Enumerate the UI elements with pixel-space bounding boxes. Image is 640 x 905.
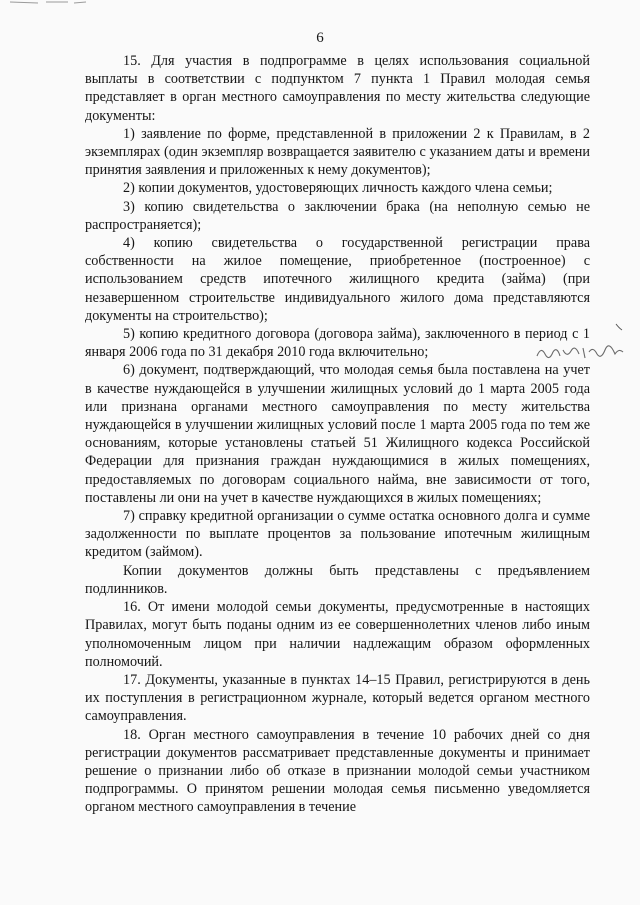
paragraph: 2) копии документов, удостоверяющих личность каждого члена семьи; [123, 180, 553, 197]
paragraph: 1) заявление по форме, представленной в приложении 2 к Правилам, в 2 экземплярах (один экземпляр возвращается заявителю с указанием даты и времени принятия заявления и приложенных к нему документов); [85, 125, 590, 179]
paragraph: 16. От имени молодой семьи документы, предусмотренные в настоящих Правилах, могут быть поданы одним из ее совершеннолетних членов либо иным уполномоченным лицом при наличии надлежащим образом оформленных полномочий. [85, 599, 590, 670]
handwritten-annotation [535, 342, 625, 364]
paragraph: 18. Орган местного самоуправления в течение 10 рабочих дней со дня регистрации документов рассматривает представленные документы и принимает решение о признании либо об отказе в признании молодой семьи участником подпрограммы. О принятом решении молодая семья письменно уведомляется органом местного самоуправления в течение [85, 726, 590, 816]
paragraph: 17. Документы, указанные в пунктах 14–15 Правил, регистрируются в день их поступления в регистрационном журнале, который ведется органом местного самоуправления. [85, 671, 590, 725]
paragraph: 5) копию кредитного договора (договора займа), заключенного в период с 1 января 2006 года по 31 декабря 2010 года включительно; [85, 326, 590, 361]
paragraph: 4) копию свидетельства о государственной регистрации права собственности на жилое помещение, приобретенное (построенное) с использованием средств ипотечного жилищного кредита (займа) (при незавершенном строительстве индивидуального жилого дома представляются документы на строительство); [85, 235, 590, 324]
page-number: 6 [316, 30, 324, 46]
paragraph: 3) копию свидетельства о заключении брака (на неполную семью не распространяется); [85, 198, 590, 233]
paragraph: 6) документ, подтверждающий, что молодая семья была поставлена на учет в качестве нуждающейся в улучшении жилищных условий до 1 марта 2005 года или признана органами местного самоуправления по месту жительства нуждающейся в улучшении жилищных условий после 1 марта 2005 года по тем же основаниям, которые установлены статьей 51 Жилищного кодекса Российской Федерации для признания граждан нуждающимися в жилых помещениях, предоставляемых по договорам социального найма, вне зависимости от того, поставлены ли они на учет в качестве нуждающихся в жилых помещениях; [85, 362, 590, 506]
paragraph: 15. Для участия в подпрограмме в целях использования социальной выплаты в соответствии с подпунктом 7 пункта 1 Правил молодая семья представляет в орган местного самоуправления по месту жительства следующие документы: [85, 53, 590, 124]
handwritten-tick-mark [614, 322, 624, 332]
paragraph: 7) справку кредитной организации о сумме остатка основного долга и сумме задолженности по выплате процентов за пользование ипотечным жилищным кредитом (займом). [85, 508, 590, 561]
paragraph: Копии документов должны быть представлены с предъявлением подлинников. [85, 562, 590, 597]
document-body [85, 52, 590, 817]
scan-edge-mark [8, 0, 88, 6]
